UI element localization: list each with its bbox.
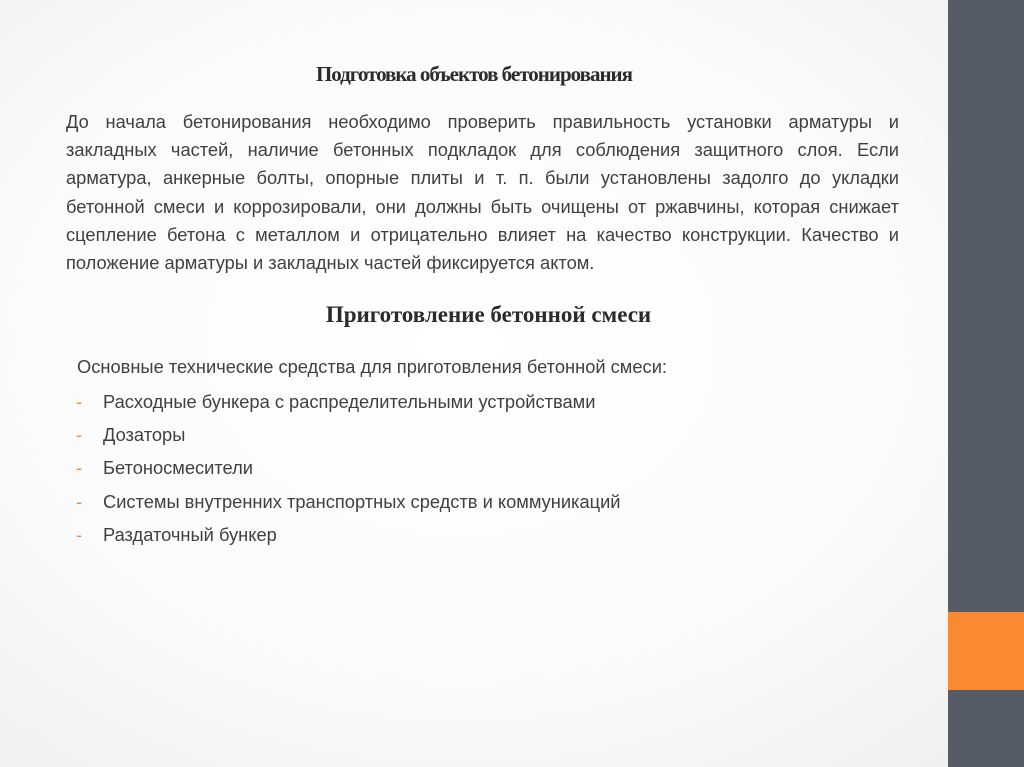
list-item (76, 455, 621, 488)
list-item (76, 489, 621, 522)
list-item-text: Бетоносмесители (103, 457, 253, 479)
dash-bullet-icon: - (76, 391, 83, 412)
list-item (76, 422, 621, 455)
decorative-sidebar (948, 0, 1024, 767)
dash-bullet-icon: - (76, 490, 83, 512)
slide-title: Подготовка объектов бетонирования (315, 62, 633, 86)
dash-bullet-icon: - (76, 424, 83, 446)
bullet-list (76, 389, 621, 555)
section-title: Приготовление бетонной смеси (325, 302, 652, 327)
list-item-text: Расходные бункера с распределительными устройствами (103, 391, 596, 412)
list-item-text: Системы внутренних транспортных средств и коммуникаций (103, 490, 621, 512)
body-paragraph: До начала бетонирования необходимо проверить правильность установки арматуры и закладных частей, наличие бетонных подкладок для соблюдения защитного слоя. Если арматура, анкерные болты, опорные плиты и т. п. были установлены задолго до укладки бетонной смеси и коррозировали, они должны быть очищены от ржавчины, которая снижает сцепление бетона с металлом и отрицательно влияет на качество конструкции. Качество и положение арматуры и закладных частей фиксируется актом. (66, 111, 899, 274)
list-item-text: Дозаторы (103, 424, 186, 446)
list-item (76, 522, 621, 555)
dash-bullet-icon: - (76, 523, 83, 545)
dash-bullet-icon: - (76, 457, 83, 479)
list-item (76, 389, 621, 422)
list-intro: Основные технические средства для приготовления бетонной смеси: (77, 356, 667, 377)
list-item-text: Раздаточный бункер (103, 523, 277, 545)
sidebar-accent-block (948, 612, 1024, 690)
